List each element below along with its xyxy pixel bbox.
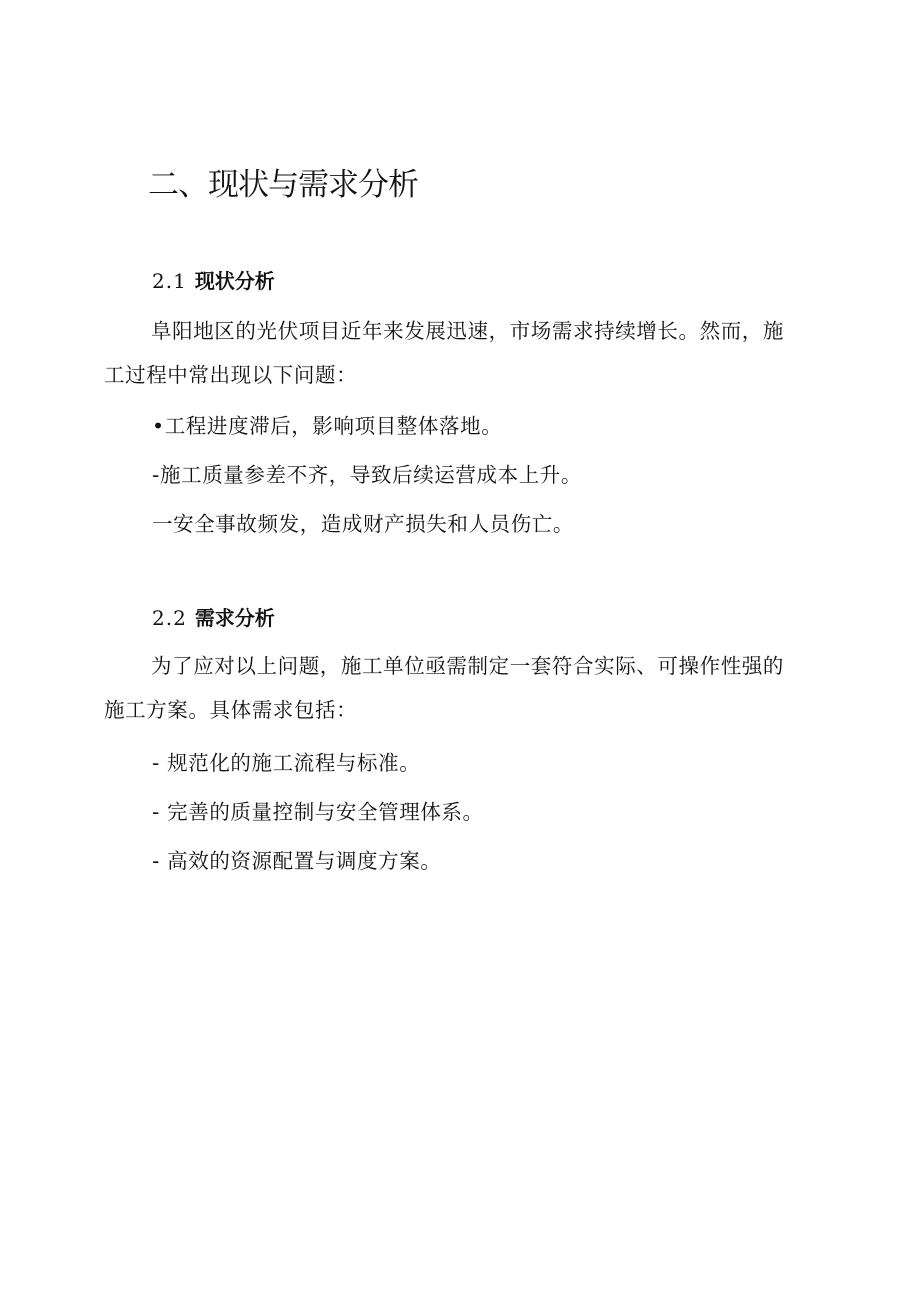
problem-item: -施工质量参差不齐，导致后续运营成本上升。 [152, 463, 582, 487]
need-item: - 完善的质量控制与安全管理体系。 [152, 800, 484, 824]
section-title: 现状分析 [194, 269, 275, 293]
section-number: 2.2 [152, 606, 187, 630]
chapter-title: 二、现状与需求分析 [148, 167, 418, 203]
section-title: 需求分析 [194, 606, 275, 630]
need-item: - 规范化的施工流程与标准。 [152, 751, 421, 775]
section-number: 2.1 [152, 269, 187, 293]
needs-paragraph: 为了应对以上问题，施工单位亟需制定一套符合实际、可操作性强的施工方案。具体需求包括： [104, 654, 784, 722]
section-heading-2-1 [152, 266, 275, 296]
problem-item: •工程进度滞后，影响项目整体落地。 [152, 414, 503, 438]
problem-item: 一安全事故频发，造成财产损失和人员伤亡。 [152, 512, 574, 536]
section-heading-2-2 [152, 603, 275, 633]
need-item: - 高效的资源配置与调度方案。 [152, 849, 442, 873]
status-paragraph: 阜阳地区的光伏项目近年来发展迅速，市场需求持续增长。然而，施工过程中常出现以下问题： [104, 319, 784, 387]
